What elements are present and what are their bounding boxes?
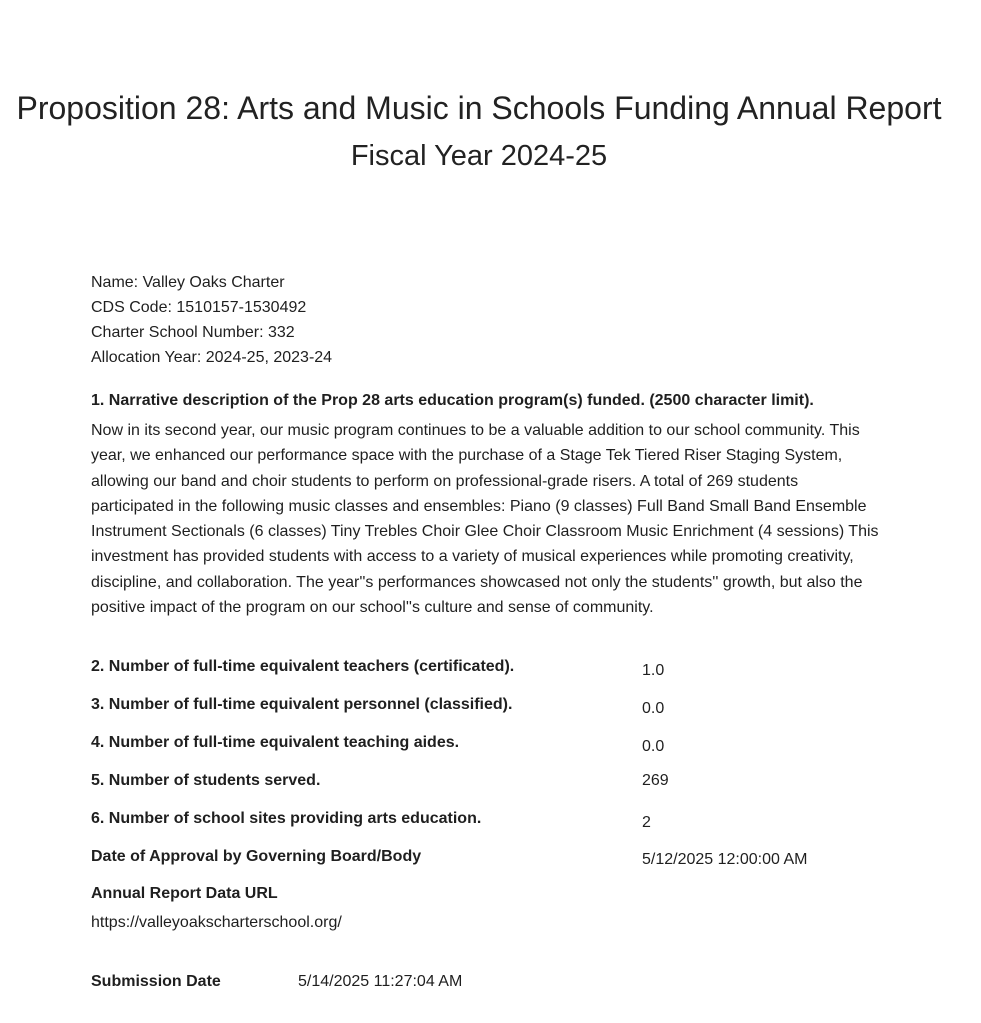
submission-date-label: Submission Date <box>91 973 221 990</box>
question-1-answer: Now in its second year, our music program continues to be a valuable addition to our school community. This year, we enhanced our performance space with the purchase of a Stage Tek Tiered Riser Staging System, allowing our band and choir students to perform on professional-grade risers. A total of 269 students participated in the following music classes and ensembles: Piano (9 classes) Full Band Small Band Ensemble Instrument Sectionals (6 classes) Tiny Trebles Choir Glee Choir Classroom Music Enrichment (4 sessions) This investment has provided students with access to a variety of musical experiences while promoting creativity, discipline, and collaboration. The year''s performances showcased not only the students'' growth, but also the positive impact of the program on our school''s culture and sense of community. <box>91 422 879 617</box>
school-info <box>91 270 332 370</box>
charter-number: Charter School Number: 332 <box>91 324 295 341</box>
question-4-label: 4. Number of full-time equivalent teaching aides. <box>91 734 460 751</box>
report-header <box>0 84 958 176</box>
approval-date-value: 5/12/2025 12:00:00 AM <box>642 851 808 868</box>
question-5-value: 269 <box>642 772 669 789</box>
submission-date-value: 5/14/2025 11:27:04 AM <box>298 973 463 990</box>
question-2-label: 2. Number of full-time equivalent teachers (certificated). <box>91 658 515 675</box>
report-url-label: Annual Report Data URL <box>91 885 278 902</box>
school-name: Name: Valley Oaks Charter <box>91 274 285 291</box>
question-6-label: 6. Number of school sites providing arts education. <box>91 810 482 827</box>
allocation-year: Allocation Year: 2024-25, 2023-24 <box>91 349 333 366</box>
question-1-label: 1. Narrative description of the Prop 28 arts education program(s) funded. (2500 character limit). <box>91 392 814 409</box>
question-3-value: 0.0 <box>642 700 665 717</box>
cds-code: CDS Code: 1510157-1530492 <box>91 299 307 316</box>
question-3-label: 3. Number of full-time equivalent personnel (classified). <box>91 696 513 713</box>
question-5-label: 5. Number of students served. <box>91 772 321 789</box>
approval-date-label: Date of Approval by Governing Board/Body <box>91 848 422 865</box>
report-url-link[interactable]: https://valleyoakscharterschool.org/ <box>91 914 342 931</box>
report-url <box>91 883 342 934</box>
page-subtitle: Fiscal Year 2024-25 <box>350 140 608 172</box>
question-6-value: 2 <box>642 814 651 831</box>
page-title: Proposition 28: Arts and Music in Schools Funding Annual Report <box>16 90 942 126</box>
question-4-value: 0.0 <box>642 738 665 755</box>
question-1 <box>91 390 891 620</box>
question-2-value: 1.0 <box>642 662 665 679</box>
